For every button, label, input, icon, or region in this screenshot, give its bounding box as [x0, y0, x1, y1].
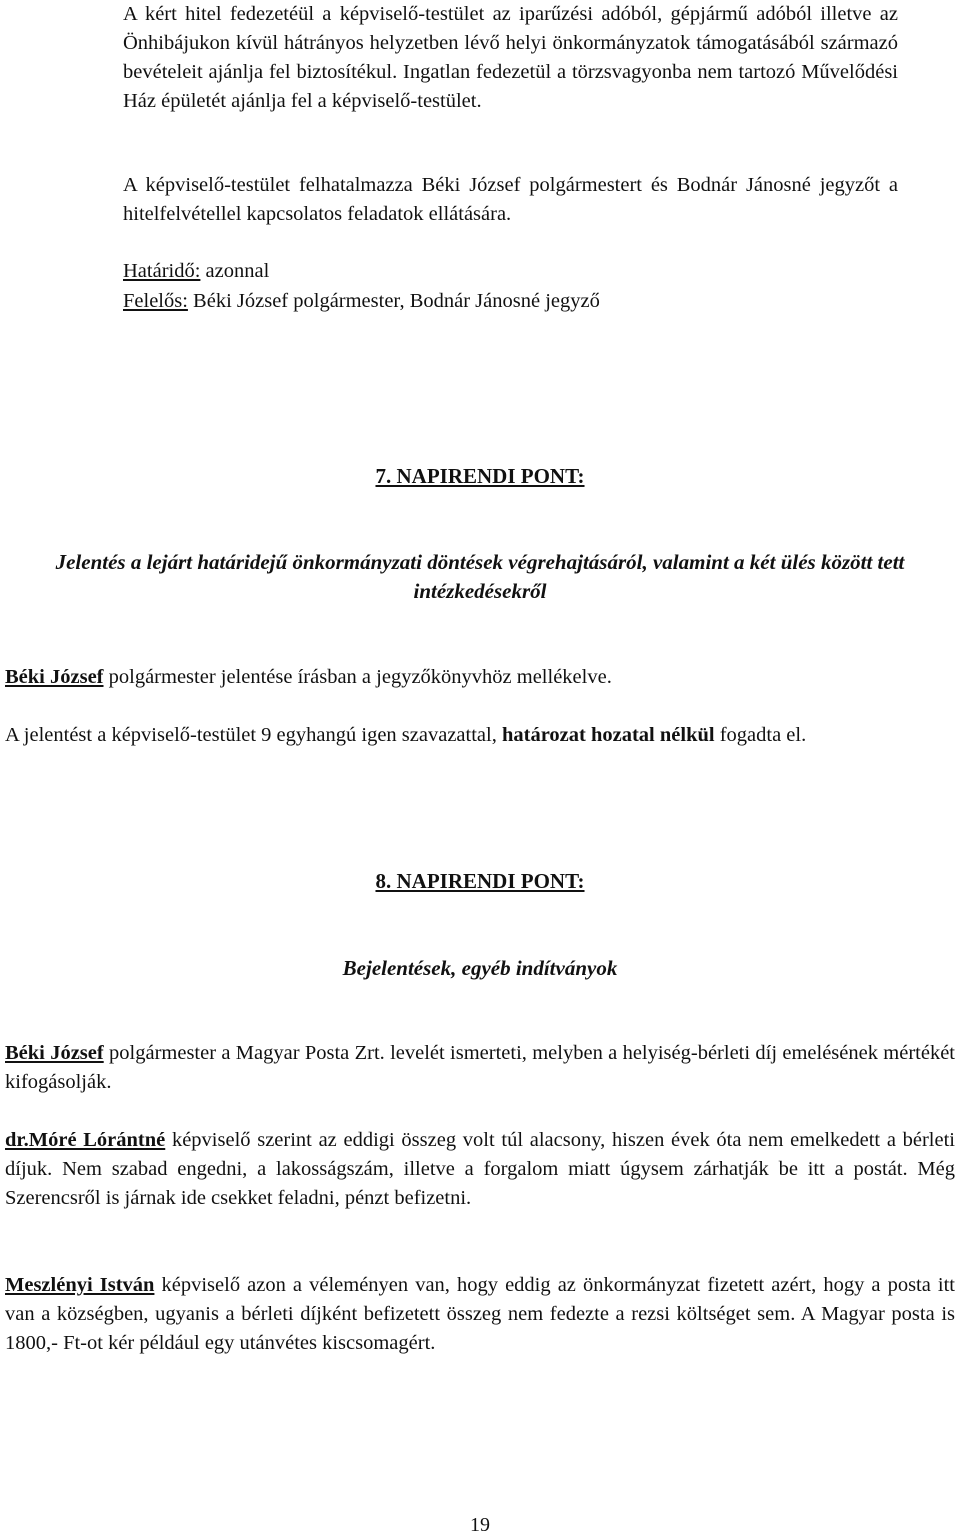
collateral-paragraph: A kért hitel fedezetéül a képviselő-testület az iparűzési adóból, gépjármű adóból illetve az Önhibájukon kívül hátrányos helyzetben lévő helyi önkormányzatok támogatásából származó bevételeit ajánlja fel biztosítékul. Ingatlan fedezetül a törzsvagyonba nem tartozó Művelődési Ház épületét ajánlja fel a képviselő-testület.: [123, 3, 898, 112]
section-7-vote-paragraph: [5, 721, 955, 750]
paragraph-text: A jelentést a képviselő-testület 9 egyhangú igen szavazattal,: [5, 724, 502, 746]
responsible-line: [123, 287, 898, 316]
paragraph-text: polgármester a Magyar Posta Zrt. levelét ismerteti, melyben a helyiség-bérleti díj emelésének mértékét kifogásolják.: [5, 1042, 955, 1093]
speaker-name: Béki József: [5, 666, 104, 688]
deadline-label: Határidő:: [123, 260, 201, 282]
bold-text: határozat hozatal nélkül: [501, 724, 715, 746]
section-8-more-paragraph: [5, 1126, 955, 1213]
deadline-value: azonnal: [200, 260, 270, 282]
paragraph-text: polgármester jelentése írásban a jegyzőkönyvhöz mellékelve.: [103, 666, 612, 688]
speaker-name: Béki József: [5, 1042, 104, 1064]
responsible-label: Felelős:: [123, 290, 188, 312]
deadline-line: [123, 257, 898, 286]
paragraph-text-end: fogadta el.: [714, 724, 807, 746]
speaker-name: dr.Móré Lórántné: [5, 1129, 166, 1151]
page-number: 19: [470, 1514, 490, 1536]
section-8-post-paragraph: [5, 1039, 955, 1097]
section-8-meszlenyi-paragraph: [5, 1271, 955, 1358]
responsible-value: Béki József polgármester, Bodnár Jánosné jegyző: [187, 290, 600, 312]
paragraph-text: képviselő azon a véleményen van, hogy eddig az önkormányzat fizetett azért, hogy a posta itt van a községben, ugyanis a bérleti díjként befizetett összeg nem fedezte a rezsi költséget sem. A Magyar posta is 1800,- Ft-ot kér például egy utánvétes kiscsomagért.: [5, 1274, 956, 1354]
paragraph-text: képviselő szerint az eddigi összeg volt túl alacsony, hiszen évek óta nem emelkedett a bérleti díjuk. Nem szabad engedni, a lakosságszám, illetve a forgalom miatt úgysem zárhatják be itt a postát. Még Szerencsről is járnak ide csekket feladni, pénzt befizetni.: [5, 1129, 955, 1209]
section-7-subheading: Jelentés a lejárt határidejű önkormányzati döntések végrehajtásáról, valamint a két ülés között tett intézkedésekről: [55, 550, 905, 603]
section-8-subheading: Bejelentések, egyéb indítványok: [342, 956, 618, 980]
section-7-heading: 7. NAPIRENDI PONT:: [375, 464, 585, 488]
section-8-heading: 8. NAPIRENDI PONT:: [375, 869, 585, 893]
speaker-name: Meszlényi István: [5, 1274, 155, 1296]
section-7-report-paragraph: [5, 663, 955, 692]
authorization-paragraph: A képviselő-testület felhatalmazza Béki József polgármestert és Bodnár Jánosné jegyzőt a hitelfelvétellel kapcsolatos feladatok ellátására.: [123, 174, 898, 225]
